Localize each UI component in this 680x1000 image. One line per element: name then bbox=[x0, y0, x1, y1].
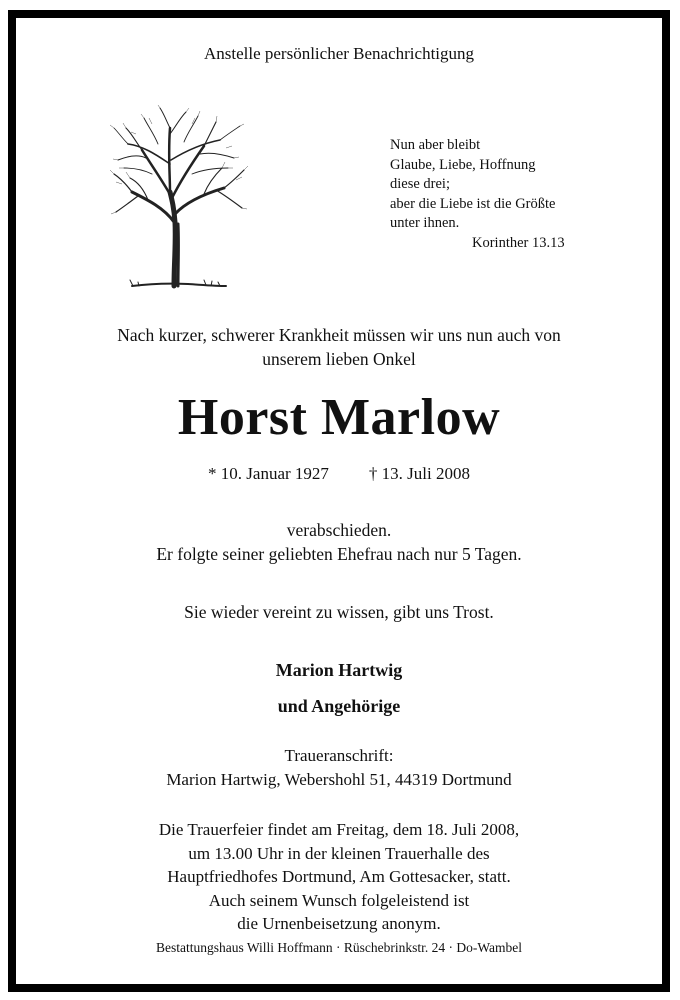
life-dates bbox=[16, 464, 662, 484]
verse-line: aber die Liebe ist die Größte bbox=[390, 195, 556, 212]
verse-line: Glaube, Liebe, Hoffnung bbox=[390, 156, 536, 173]
verse-line: unter ihnen. bbox=[390, 215, 460, 231]
verse-line: Nun aber bleibt bbox=[390, 137, 481, 153]
funeral-line: um 13.00 Uhr in der kleinen Trauerhalle des bbox=[188, 843, 490, 863]
intro-line: Nach kurzer, schwerer Krankheit müssen wir uns nun auch von bbox=[117, 325, 561, 345]
deceased-name: Horst Marlow bbox=[177, 389, 501, 446]
funeral-line: Hauptfriedhofes Dortmund, Am Gottesacker, statt. bbox=[167, 867, 511, 886]
farewell-line: verabschieden. bbox=[286, 520, 392, 540]
intro-text bbox=[16, 323, 662, 371]
comfort-text: Sie wieder vereint zu wissen, gibt uns Trost. bbox=[184, 602, 494, 622]
farewell-line: Er folgte seiner geliebten Ehefrau nach nur 5 Tagen. bbox=[156, 544, 522, 564]
bible-verse bbox=[390, 136, 565, 253]
mourner-relatives: und Angehörige bbox=[277, 696, 401, 716]
funeral-line: Die Trauerfeier findet am Freitag, dem 18. Juli 2008, bbox=[158, 820, 520, 839]
funeral-line: Auch seinem Wunsch folgeleistend ist bbox=[208, 890, 470, 910]
funeral-home-footer: Bestattungshaus Willi Hoffmann · Rüschebrinkstr. 24 · Do-Wambel bbox=[155, 940, 523, 955]
address-value: Marion Hartwig, Webershohl 51, 44319 Dortmund bbox=[166, 770, 512, 789]
verse-line: diese drei; bbox=[390, 176, 450, 192]
mourner-name: Marion Hartwig bbox=[275, 660, 403, 680]
verse-reference: Korinther 13.13 bbox=[472, 234, 565, 251]
death-date: † 13. Juli 2008 bbox=[368, 464, 470, 483]
funeral-line: die Urnenbeisetzung anonym. bbox=[237, 914, 441, 933]
intro-line: unserem lieben Onkel bbox=[262, 349, 416, 369]
bare-tree-icon bbox=[108, 104, 250, 294]
farewell-text bbox=[16, 518, 662, 566]
obituary-notice bbox=[8, 10, 670, 992]
address-label: Traueranschrift: bbox=[284, 746, 394, 765]
mourning-address bbox=[16, 744, 662, 792]
funeral-info bbox=[16, 818, 662, 936]
header-text: Anstelle persönlicher Benachrichtigung bbox=[203, 44, 475, 63]
birth-date: * 10. Januar 1927 bbox=[208, 464, 329, 483]
